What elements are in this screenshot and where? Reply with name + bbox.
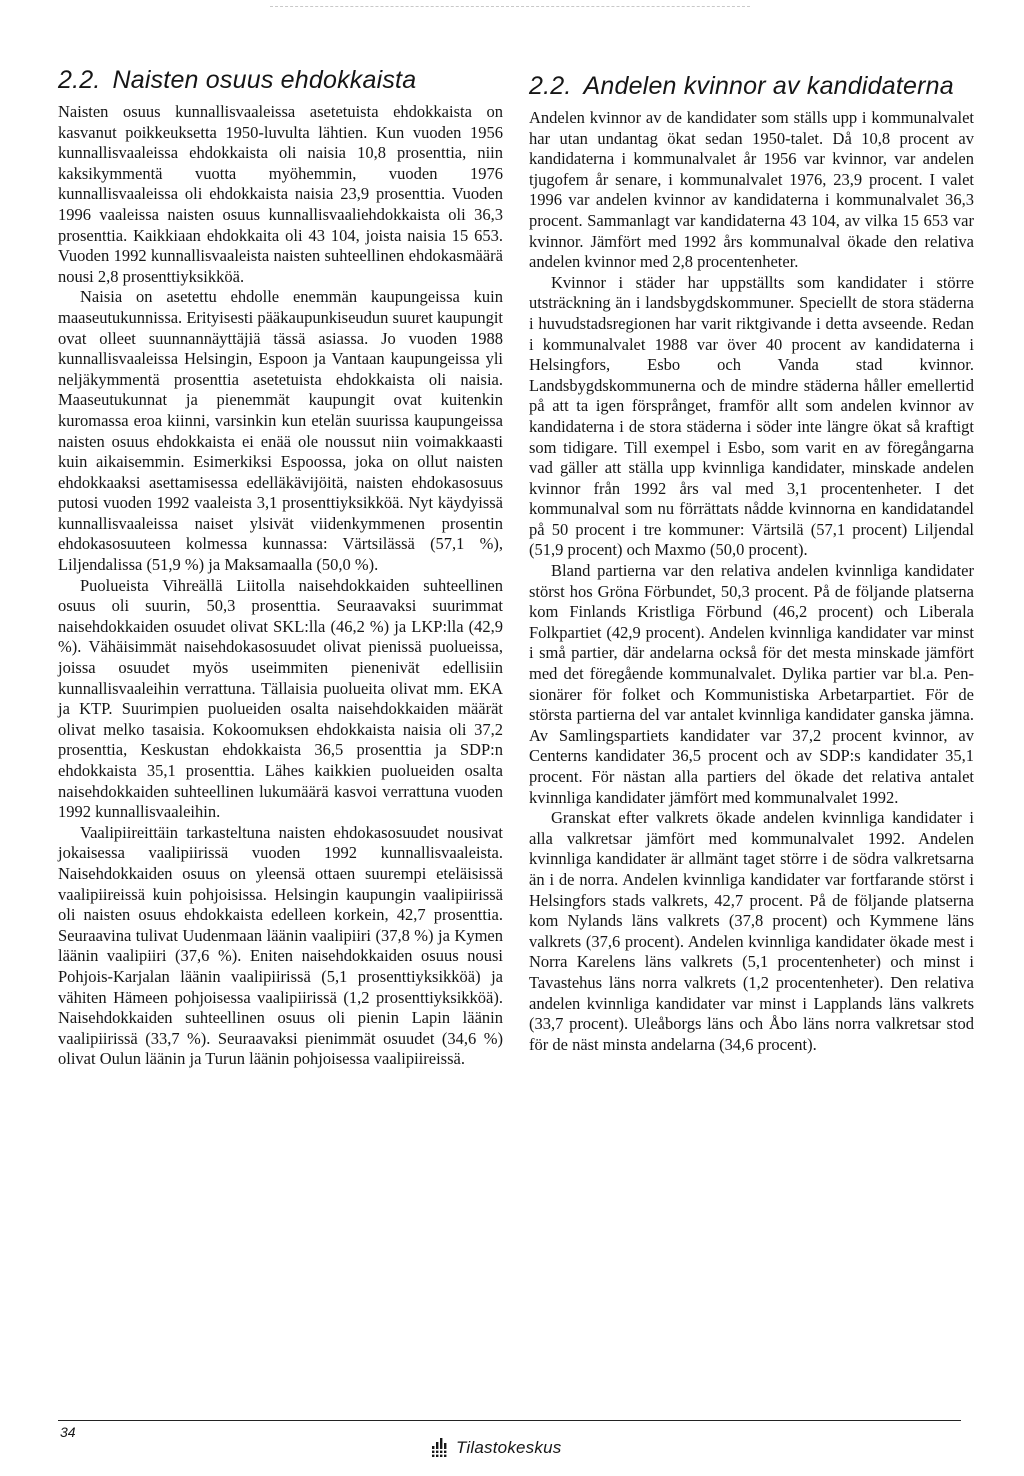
- finnish-paragraph-1: Naisten osuus kunnallisvaaleissa asetetuista ehdokkaista on kasvanut poikkeuksetta 1950-luvulta lähtien. Kun vuoden 1956 kunnallisvaaleissa ehdokkaista oli naisia 10,8 prosenttia, niin kaksikymmentä vuotta myöhemmin, vuoden 1976 kunnallisvaaleissa oli ehdokkaista naisia 23,9 prosenttia. Vuoden 1996 vaaleissa naisten osuus kunnallisvaaliehdokkaista oli 36,3 prosenttia. Kaikkiaan ehdokkaita oli 43 104, joista naisia 15 653. Vuoden 1992 kunnallisvaaleista naisten suhteellinen ehdokasmäärä nousi 2,8 prosenttiyksikköä.: [58, 102, 503, 286]
- publisher-name: Tilastokeskus: [456, 1438, 562, 1457]
- swedish-paragraph-3: Bland partierna var den relativa andelen kvinnliga kandidater störst hos Gröna Förbundet, 50,3 procent. På de följande platserna kom Finlands Kristliga Förbund (46,2 procent) och Liberala Folkpartiet (42,9 procent). Andelen kvinnliga kandidater var minst i små partier, där andelarna också för det mesta minskade jämfört med det föregående kommunalvalet. Dylika partier var bl.a. Pensionärer för folket och Kommunistiska Arbetarpartiet. För de största partierna del var antalet kvinnliga kandidater ganska jämna. Av Samlingspartiets kandidater var 37,2 procent kvinnor, av Centerns kandidater 36,5 procent och av SDP:s kandidater 35,1 procent. För nästan alla partiers del ökade det relativa antalet kvinnliga kandidater jämfört med kommunalvalet 1992.: [529, 561, 974, 807]
- tilastokeskus-logo-icon: [430, 1437, 450, 1459]
- swedish-section-number: 2.2.: [529, 72, 572, 100]
- page-number: 34: [60, 1424, 76, 1440]
- finnish-paragraph-3: Puolueista Vihreällä Liitolla naisehdokkaiden suhteellinen osuus oli suurin, 50,3 prosenttia. Seuraavaksi suurimmat naisehdokkaiden osuudet olivat SKL:lla (46,2 %) ja LKP:lla (42,9 %). Vähäisimmät naisehdokasosuudet olivat pienissä puolueissa, joissa osuudet myös useimmiten pienenivät edellisiin kunnallisvaaleihin verrattuna. Tällaisia puolueita olivat mm. EKA ja KTP. Suurimpien puolueiden osalta naisehdokkaiden määrät olivat melko tasaisia. Kokoomuksen ehdokkaista naisia oli 37,2 prosenttia, Keskustan ehdokkaista 36,5 prosenttia ja SDP:n ehdokkaista 35,1 prosenttia. Lähes kaikkien puolueiden osalta naisehdokkaiden suhteellinen lukumäärä kasvoi verrattuna vuoden 1992 kunnallisvaaleihin.: [58, 575, 503, 822]
- finnish-paragraph-2: Naisia on asetettu ehdolle enemmän kaupungeissa kuin maaseutukunnissa. Erityisesti pääkaupunkiseudun suuret kaupungit ovat olleet suunnannäyttäjiä tässä asiassa. Jo vuoden 1988 kunnallisvaaleissa Helsingin, Espoon ja Vantaan kaupungeissa yli neljäkymmentä prosenttia asetetuista ehdokkaista oli naisia. Maaseutukunnat ja pienemmät kaupungit ovat kuitenkin kuromassa eroa kiinni, varsinkin kun etelän suurissa kaupungeissa naisten osuus ehdokkaista ei enää ole noussut niin voimakkaasti kuin aikaisemmin. Esimerkiksi Espoossa, joka on ollut naisten ehdokkaaksi asettamisessa edelläkävijöitä, naisten ehdokasosuus putosi vuoden 1992 vaaleista 3,1 prosenttiyksikköä. Nyt käydyissä kunnallisvaaleissa naiset ylsivät viidenkymmenen prosentin ehdokasosuuteen kolmessa kunnassa: Värtsilässä (57,1 %), Liljendalissa (51,9 %) ja Maksamaalla (50,0 %).: [58, 287, 503, 575]
- swedish-column: [529, 64, 974, 1055]
- swedish-paragraph-2: Kvinnor i städer har uppställts som kandidater i större utsträckning än i landsbygdskommuner. Speciellt de stora städerna i huvudstadsregionen har varit riktgivande i detta avseende. Redan i kommunalvalet 1988 var över 40 procent av kandidaterna i Helsingfors, Esbo och Vanda stad kvinnor. Landsbygdskommunerna och de mindre städerna håller emellertid på att ta igen försprånget, framför allt som andelen kvinnor av kandidaterna i de stora städerna i söder inte längre ökat så kraftigt som tidigare. Till exempel i Esbo, som varit en av föregångarna vad gäller att ställa upp kvinnliga kandidater, minskade andelen kvinnor från 1992 års val med 3,1 procentenheter. I det kommunalval som nu förrättats nådde kvinnorna en kandidatandel på 50 procent i tre kommuner: Värtsilä (57,1 procent) Liljendal (51,9 procent) och Maxmo (50,0 procent).: [529, 272, 974, 560]
- swedish-section-title: Andelen kvinnor av kandidaterna: [583, 72, 954, 100]
- finnish-paragraph-4: Vaalipiireittäin tarkasteltuna naisten ehdokasosuudet nousivat jokaisessa vaalipiirissä vuoden 1992 kunnallisvaaleista. Naisehdokkaiden osuus on yleensä ottaen suurempi eteläisissä vaalipiireissä kuin pohjoisissa. Helsingin kaupungin vaalipiirissä oli naisten osuus ehdokkaista edelleen korkein, 42,7 prosenttia. Seuraavina tulivat Uudenmaan läänin vaalipiiri (37,8 %) ja Kymen läänin vaalipiiri (37,6 %). Eniten naisehdokkaiden osuus nousi Pohjois-Karjalan läänin vaalipiirissä (5,1 prosenttiyksikköä) ja vähiten Hämeen pohjoisessa vaalipiirissä (1,2 prosenttiyksikköä). Naisehdokkaiden suhteellinen osuus oli pienin Lapin läänin vaalipiirissä (33,7 %). Seuraavaksi pienimmät osuudet (34,6 %) olivat Oulun läänin ja Turun läänin pohjoisessa vaalipiireissä.: [58, 822, 503, 1069]
- top-dashed-rule: [270, 6, 750, 7]
- footer-rule: [58, 1420, 961, 1421]
- swedish-paragraph-1: Andelen kvinnor av de kandidater som ställs upp i kommunalvalet har utan undantag ökat sedan 1950-talet. Då 10,8 procent av kandidaterna i kommunalvalet år 1956 var kvinnor, var andelen tjugofem år senare, i kommunalvalet 1976, 23,9 procent. I valet 1996 var andelen kvinnor av kandidaterna i kommunalvalet 36,3 procent. Sammanlagt var kandidaterna 43 104, av vilka 15 653 var kvinnor. Jämfört med 1992 års kommunalval ökade den relativa andelen kvinnor med 2,8 procentenheter.: [529, 108, 974, 272]
- finnish-section-heading: [58, 64, 503, 96]
- finnish-column: [58, 64, 503, 1070]
- swedish-section-heading: [529, 70, 974, 102]
- finnish-section-number: 2.2.: [58, 66, 101, 94]
- swedish-paragraph-4: Granskat efter valkrets ökade andelen kvinnliga kandidater i alla valkretsar jämfört med kommunalvalet 1992. Andelen kvinnliga kandidater är allmänt taget större i de södra valkretsarna än i de norra. Andelen kvinnliga kandidater var fortfarande störst i Helsingfors stads valkrets, 42,7 procent. På de följande platserna kom Nylands läns valkrets (37,8 procent) och Kymmene läns valkrets (37,6 procent). Andelen kvinnliga kandidater ökade mest i Norra Karelens läns valkrets (5,1 procentenheter) och minst i Tavastehus läns norra valkrets (1,2 procentenheter). Den relativa andelen kvinnliga kandidater var minst i Lapplands läns valkrets (33,7 procent). Uleåborgs läns och Åbo läns norra valkretsar stod för de näst minsta andelarna (34,6 procent).: [529, 808, 974, 1054]
- publisher-brand: [430, 1437, 561, 1459]
- finnish-section-title: Naisten osuus ehdokkaista: [112, 66, 417, 94]
